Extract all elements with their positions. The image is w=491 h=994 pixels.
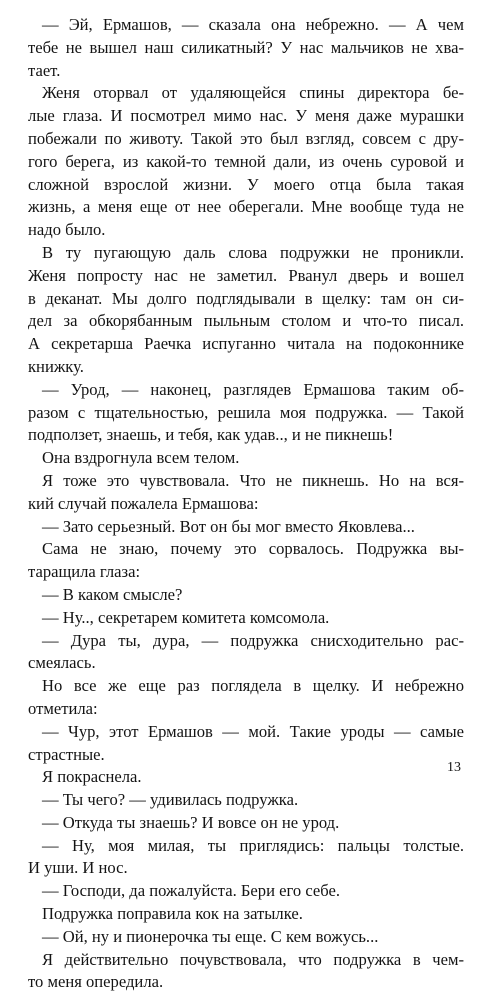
text-line: лые глаза. И посмотрел мимо нас. У меня даже мурашки: [28, 106, 464, 126]
text-line: Я действительно почувствовала, что подружка в чем-: [42, 949, 464, 969]
text-line: тает.: [28, 60, 61, 80]
text-line: кий случай пожалела Ермашова:: [28, 493, 259, 513]
text-line: — Ты чего? — удивилась подружка.: [42, 790, 299, 810]
text-line: Сама не знаю, почему это сорвалось. Подружка вы-: [42, 539, 464, 559]
text-line: — Ну, моя милая, ты приглядись: пальцы толстые.: [42, 835, 464, 855]
text-line: тебе не вышел наш силикатный? У нас мальчиков не хва-: [28, 37, 464, 57]
text-line: жизнь, а меня еще от нее оберегали. Мне вообще туда не: [28, 197, 464, 217]
text-line: Я тоже это чувствовала. Что не пикнешь. Но на вся-: [42, 470, 464, 490]
text-line: сложной взрослой жизни. У моего отца была такая: [28, 174, 464, 194]
text-line: — Зато серьезный. Вот он бы мог вместо Яковлева...: [42, 516, 415, 536]
text-line: — Эй, Ермашов, — сказала она небрежно. — А чем: [42, 15, 464, 34]
text-line: Но все же еще раз поглядела в щелку. И небрежно: [42, 676, 464, 696]
text-line: то меня опередила.: [28, 972, 164, 992]
text-line: смеялась.: [28, 653, 96, 673]
text-line: книжку.: [28, 356, 84, 376]
text-line: дел за обкорябанным пыльным столом и что-то писал.: [28, 311, 464, 331]
text-line: И уши. И нос.: [28, 858, 128, 878]
text-line: разом с тщательностью, решила моя подружка. — Такой: [28, 402, 464, 422]
text-line: — В каком смысле?: [42, 584, 183, 604]
text-line: — Ну.., секретарем комитета комсомола.: [42, 607, 330, 627]
text-line: Она вздрогнула всем телом.: [42, 448, 240, 468]
text-line: побежали по животу. Такой это был взгляд, совсем с дру-: [28, 128, 464, 148]
text-line: — Откуда ты знаешь? И вовсе он не урод.: [42, 812, 340, 832]
body-text: [28, 14, 464, 994]
text-line: таращила глаза:: [28, 562, 141, 582]
text-line: — Чур, этот Ермашов — мой. Такие уроды — самые: [42, 721, 464, 741]
text-line: отметила:: [28, 698, 98, 718]
text-line: Женя оторвал от удаляющейся спины директора бе-: [42, 83, 464, 103]
text-line: подползет, знаешь, и тебя, как удав.., и не пикнешь!: [28, 425, 394, 445]
text-line: в деканат. Мы долго подглядывали в щелку: там он си-: [28, 288, 464, 308]
text-line: — Дура ты, дура, — подружка снисходительно рас-: [42, 630, 464, 650]
text-line: страстные.: [28, 744, 105, 764]
text-line: Я покраснела.: [42, 767, 142, 787]
text-line: В ту пугающую даль слова подружки не проникли.: [42, 242, 464, 262]
text-line: — Господи, да пожалуйста. Бери его себе.: [42, 881, 340, 901]
text-line: — Урод, — наконец, разглядев Ермашова таким об-: [42, 379, 464, 399]
text-line: — Ой, ну и пионерочка ты еще. С кем вожусь...: [42, 926, 379, 946]
text-line: А секретарша Раечка испуганно читала на подоконнике: [28, 334, 464, 354]
text-line: Женя попросту нас не заметил. Рванул дверь и вошел: [28, 265, 464, 285]
page-number: 13: [447, 760, 461, 775]
text-line: Подружка поправила кок на затылке.: [42, 904, 303, 924]
text-line: гого берега, из какой-то темной дали, из очень суровой и: [28, 151, 464, 171]
text-line: надо было.: [28, 220, 106, 240]
